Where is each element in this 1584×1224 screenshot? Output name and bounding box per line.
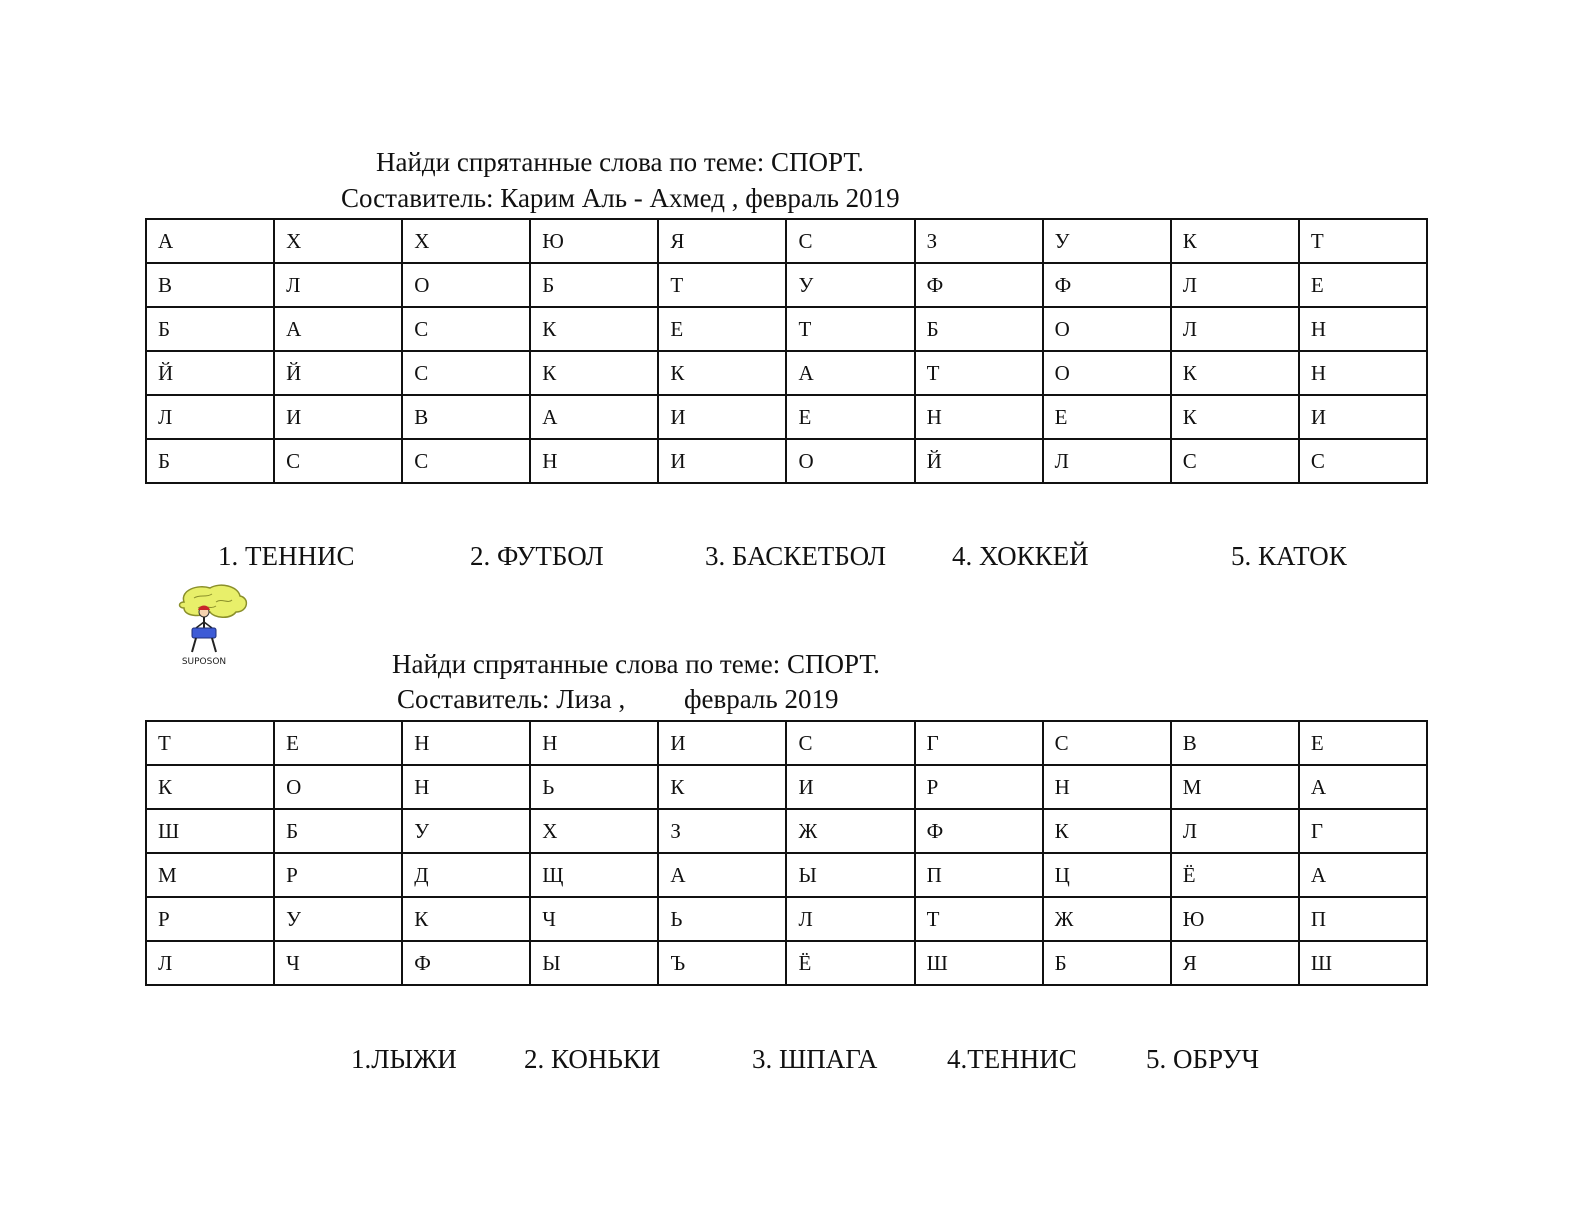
puzzle1-grid-cell: Т xyxy=(786,307,914,351)
puzzle2-grid-cell: Р xyxy=(146,897,274,941)
puzzle1-grid-cell: Й xyxy=(146,351,274,395)
puzzle1-grid-cell: А xyxy=(530,395,658,439)
puzzle2-grid-row xyxy=(146,941,1427,985)
puzzle2-grid-row xyxy=(146,809,1427,853)
puzzle1-grid-cell: К xyxy=(530,307,658,351)
puzzle2-grid-cell: У xyxy=(402,809,530,853)
puzzle2-grid-cell: М xyxy=(146,853,274,897)
puzzle1-grid-cell: И xyxy=(658,395,786,439)
puzzle1-grid-cell: Е xyxy=(1043,395,1171,439)
puzzle1-grid-row xyxy=(146,395,1427,439)
puzzle2-grid-cell: О xyxy=(274,765,402,809)
puzzle1-grid-row xyxy=(146,307,1427,351)
puzzle2-grid-cell: Б xyxy=(1043,941,1171,985)
puzzle1-grid-cell: И xyxy=(1299,395,1427,439)
puzzle2-grid-cell: Ш xyxy=(915,941,1043,985)
puzzle2-grid-cell: Ь xyxy=(530,765,658,809)
puzzle1-grid-cell: Х xyxy=(402,219,530,263)
puzzle1-grid-cell: Б xyxy=(915,307,1043,351)
puzzle1-grid-cell: С xyxy=(786,219,914,263)
puzzle2-title: Найди спрятанные слова по теме: СПОРТ. xyxy=(392,649,880,679)
puzzle2-grid-cell: Ю xyxy=(1171,897,1299,941)
puzzle1-grid-cell: А xyxy=(274,307,402,351)
puzzle1-grid-cell: К xyxy=(658,351,786,395)
puzzle1-grid-cell: С xyxy=(1171,439,1299,483)
puzzle2-grid-cell: В xyxy=(1171,721,1299,765)
puzzle1-word-5: 5. КАТОК xyxy=(1231,541,1347,571)
puzzle1-grid-cell: Б xyxy=(146,307,274,351)
puzzle1-grid-cell: Я xyxy=(658,219,786,263)
puzzle1-grid-cell: О xyxy=(1043,351,1171,395)
puzzle2-grid-cell: К xyxy=(1043,809,1171,853)
puzzle2-grid-cell: Т xyxy=(146,721,274,765)
puzzle2-word-2: 2. КОНЬКИ xyxy=(524,1044,661,1074)
puzzle2-grid-cell: Ц xyxy=(1043,853,1171,897)
puzzle2-grid-cell: З xyxy=(658,809,786,853)
puzzle1-grid-cell: В xyxy=(146,263,274,307)
puzzle2-grid-cell: Ф xyxy=(402,941,530,985)
puzzle1-grid-cell: К xyxy=(530,351,658,395)
puzzle2-grid-cell: Л xyxy=(786,897,914,941)
puzzle1-grid-cell: А xyxy=(146,219,274,263)
puzzle1-grid-cell: К xyxy=(1171,395,1299,439)
puzzle2-grid-cell: Н xyxy=(530,721,658,765)
puzzle1-grid-row xyxy=(146,219,1427,263)
puzzle2-grid-cell: Щ xyxy=(530,853,658,897)
puzzle2-grid-cell: Е xyxy=(274,721,402,765)
puzzle1-grid-cell: В xyxy=(402,395,530,439)
puzzle1-word-3: 3. БАСКЕТБОЛ xyxy=(705,541,887,571)
puzzle2-author xyxy=(397,682,838,716)
puzzle1-grid-cell: С xyxy=(402,307,530,351)
puzzle2-grid-cell: К xyxy=(146,765,274,809)
puzzle2-grid-cell: У xyxy=(274,897,402,941)
puzzle1-grid-cell: Н xyxy=(915,395,1043,439)
puzzle1-title: Найди спрятанные слова по теме: СПОРТ. xyxy=(376,147,864,177)
puzzle2-grid-cell: Ж xyxy=(1043,897,1171,941)
puzzle1-grid-cell: Х xyxy=(274,219,402,263)
puzzle1-grid-cell: С xyxy=(402,351,530,395)
puzzle2-word-4: 4.ТЕННИС xyxy=(947,1044,1077,1074)
puzzle2-grid-cell: Ъ xyxy=(658,941,786,985)
logo-text: SUPOSON xyxy=(181,657,227,667)
puzzle1-grid-cell: И xyxy=(658,439,786,483)
puzzle1-grid-row xyxy=(146,263,1427,307)
puzzle1-grid-cell: О xyxy=(402,263,530,307)
puzzle2-grid-cell: Л xyxy=(1171,809,1299,853)
puzzle2-grid-cell: С xyxy=(1043,721,1171,765)
puzzle2-grid-cell: Ё xyxy=(1171,853,1299,897)
puzzle2-grid-cell: А xyxy=(658,853,786,897)
puzzle2-grid-cell: Х xyxy=(530,809,658,853)
puzzle2-grid-cell: К xyxy=(402,897,530,941)
puzzle2-word-5: 5. ОБРУЧ xyxy=(1146,1044,1260,1074)
puzzle1-grid-cell: Л xyxy=(146,395,274,439)
puzzle2-word-1: 1.ЛЫЖИ xyxy=(351,1044,457,1074)
puzzle2-grid-cell: Е xyxy=(1299,721,1427,765)
puzzle2-author-name: Составитель: Лиза , xyxy=(397,684,626,714)
puzzle1-grid-cell: У xyxy=(1043,219,1171,263)
puzzle2-grid-row xyxy=(146,853,1427,897)
puzzle2-grid-cell: Ь xyxy=(658,897,786,941)
puzzle2-grid-cell: Ё xyxy=(786,941,914,985)
puzzle1-grid-cell: Б xyxy=(146,439,274,483)
puzzle1-grid-cell: Н xyxy=(1299,351,1427,395)
puzzle1-grid-cell: Ю xyxy=(530,219,658,263)
puzzle2-grid-cell: Т xyxy=(915,897,1043,941)
puzzle1-word-2: 2. ФУТБОЛ xyxy=(470,541,604,571)
puzzle1-grid-cell: Н xyxy=(1299,307,1427,351)
puzzle2-grid-cell: Н xyxy=(1043,765,1171,809)
puzzle2-grid-cell: Н xyxy=(402,765,530,809)
puzzle1-grid-cell: К xyxy=(1171,351,1299,395)
puzzle2-grid-cell: Ф xyxy=(915,809,1043,853)
puzzle1-grid-cell: У xyxy=(786,263,914,307)
puzzle2-grid-cell: Ж xyxy=(786,809,914,853)
puzzle2-grid-cell: Д xyxy=(402,853,530,897)
puzzle1-grid-cell: Б xyxy=(530,263,658,307)
puzzle1-word-4: 4. ХОККЕЙ xyxy=(952,541,1089,571)
puzzle1-grid-cell: Л xyxy=(1171,263,1299,307)
puzzle1-grid-cell: Л xyxy=(274,263,402,307)
puzzle2-grid-cell: П xyxy=(915,853,1043,897)
puzzle2-grid-cell: И xyxy=(658,721,786,765)
puzzle2-letter-grid xyxy=(145,720,1428,986)
puzzle1-grid-cell: Ф xyxy=(915,263,1043,307)
puzzle2-grid-cell: А xyxy=(1299,853,1427,897)
puzzle1-grid-cell: Й xyxy=(274,351,402,395)
puzzle2-grid-cell: А xyxy=(1299,765,1427,809)
puzzle2-grid-cell: Р xyxy=(274,853,402,897)
puzzle2-word-3: 3. ШПАГА xyxy=(752,1044,878,1074)
puzzle1-grid-cell: О xyxy=(786,439,914,483)
puzzle2-grid-cell: Я xyxy=(1171,941,1299,985)
puzzle1-grid-cell: З xyxy=(915,219,1043,263)
puzzle1-grid-cell: Н xyxy=(530,439,658,483)
puzzle1-grid-cell: Е xyxy=(1299,263,1427,307)
puzzle1-grid-cell: Е xyxy=(658,307,786,351)
puzzle1-grid-cell: Л xyxy=(1171,307,1299,351)
puzzle2-grid-cell: Ч xyxy=(274,941,402,985)
puzzle2-grid-cell: И xyxy=(786,765,914,809)
puzzle2-author-date: февраль 2019 xyxy=(683,684,839,714)
puzzle2-grid-cell: Ч xyxy=(530,897,658,941)
puzzle1-letter-grid xyxy=(145,218,1428,484)
puzzle1-grid-cell: Ф xyxy=(1043,263,1171,307)
puzzle1-grid-cell: С xyxy=(1299,439,1427,483)
puzzle1-grid-cell: Т xyxy=(658,263,786,307)
puzzle1-grid-cell: С xyxy=(274,439,402,483)
puzzle1-grid-cell: О xyxy=(1043,307,1171,351)
puzzle2-grid-cell: Г xyxy=(915,721,1043,765)
puzzle2-grid-cell: П xyxy=(1299,897,1427,941)
puzzle2-grid-cell: Н xyxy=(402,721,530,765)
puzzle1-grid-cell: И xyxy=(274,395,402,439)
puzzle1-grid-row xyxy=(146,351,1427,395)
puzzle1-grid-cell: А xyxy=(786,351,914,395)
puzzle2-grid-cell: Ы xyxy=(530,941,658,985)
puzzle1-author: Составитель: Карим Аль - Ахмед , февраль 2019 xyxy=(341,183,900,213)
puzzle1-grid-row xyxy=(146,439,1427,483)
puzzle1-grid-cell: С xyxy=(402,439,530,483)
puzzle2-grid-cell: Ш xyxy=(1299,941,1427,985)
puzzle2-grid-row xyxy=(146,765,1427,809)
puzzle2-grid-cell: Л xyxy=(146,941,274,985)
puzzle2-grid-cell: Р xyxy=(915,765,1043,809)
puzzle1-grid-cell: К xyxy=(1171,219,1299,263)
suposon-logo xyxy=(170,582,252,674)
puzzle1-word-1: 1. ТЕННИС xyxy=(218,541,355,571)
puzzle2-grid-cell: М xyxy=(1171,765,1299,809)
puzzle2-grid-row xyxy=(146,897,1427,941)
puzzle2-grid-cell: К xyxy=(658,765,786,809)
puzzle1-grid-cell: Й xyxy=(915,439,1043,483)
puzzle1-grid-cell: Т xyxy=(1299,219,1427,263)
puzzle1-grid-cell: Л xyxy=(1043,439,1171,483)
puzzle2-grid-cell: Ш xyxy=(146,809,274,853)
puzzle2-grid-cell: С xyxy=(786,721,914,765)
puzzle1-grid-cell: Т xyxy=(915,351,1043,395)
puzzle1-grid-cell: Е xyxy=(786,395,914,439)
puzzle2-grid-cell: Ы xyxy=(786,853,914,897)
puzzle2-grid-cell: Г xyxy=(1299,809,1427,853)
puzzle2-grid-row xyxy=(146,721,1427,765)
puzzle2-grid-cell: Б xyxy=(274,809,402,853)
